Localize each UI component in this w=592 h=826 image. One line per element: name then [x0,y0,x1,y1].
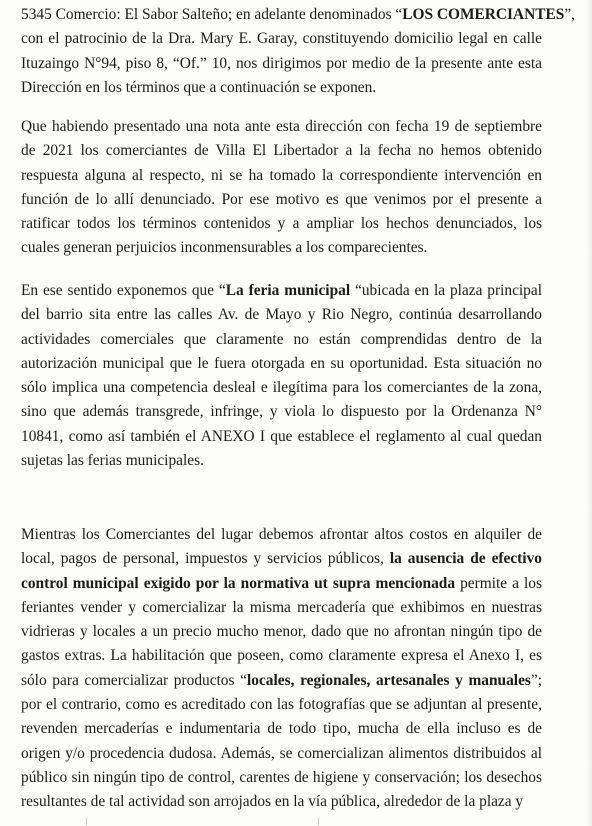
bold-text-run: LOS COMERCIANTES [402,6,565,23]
text-line [21,669,542,693]
text-line [21,596,542,620]
text-run: En ese sentido exponemos que “ [21,282,226,299]
text-run: Mientras los Comerciantes del lugar debemos afrontar altos costos en alquiler de [21,526,542,543]
text-run: 5345 Comercio: El Sabor Salteño; en adelante denominados “ [21,6,403,23]
text-line [21,766,542,790]
text-line [21,449,542,473]
page-edge-shadow [586,0,592,826]
text-line [21,139,542,163]
bold-text-run: control municipal exigido por la normativa ut supra mencionada [21,574,456,592]
paragraph-1 [21,3,575,100]
paragraph-4 [21,523,542,815]
text-run: sino que además transgrede, infringe, y viola lo dispuesto por la Ordenanza N° [21,403,542,421]
text-line [21,164,542,188]
bold-text-run: la ausencia de efectivo [389,550,542,568]
text-run: respuesta alguna al respecto, ni se ha tomado la correspondiente intervención en [21,166,542,184]
text-line [21,27,542,51]
text-run: por el contrario, como es acreditado con las fotografías que se adjuntan al presente, [21,696,542,714]
text-run: ”; [530,671,542,689]
text-run: con el patrocinio de la Dra. Mary E. Garay, constituyendo domicilio legal en calle [21,30,542,48]
text-run: feriantes vender y comercializar la misma mercadería que exhibimos en nuestras [21,598,542,616]
text-run: actividades comerciales que claramente no están comprendidas dentro de la [21,330,542,348]
text-run: del barrio sita entre las calles Av. de Mayo y Rio Negro, continúa desarrollando [21,306,542,324]
text-run: de 2021 los comerciantes de Villa El Libertador a la fecha no hemos obtenido [21,142,542,160]
text-run: sujetas las ferias municipales. [21,452,204,470]
text-run: Que habiendo presentado una nota ante esta dirección con fecha 19 de septiembre [21,118,542,135]
text-run: ”, [564,6,575,23]
text-run: local, pagos de personal, impuestos y servicios públicos, [21,550,390,568]
text-line [21,790,542,814]
text-line [21,523,542,547]
text-run: cuales generan perjuicios inconmensurables a los comparecientes. [21,239,428,257]
paragraph-2 [21,115,542,261]
text-line [21,547,542,571]
text-line [21,376,542,400]
text-line [21,400,542,424]
text-line [21,76,542,100]
text-run: Dirección en los términos que a continuación se exponen. [21,78,377,96]
bold-text-run: La feria municipal [225,282,351,299]
text-line [21,212,542,236]
text-line [21,693,542,717]
text-run: sólo implica una competencia desleal e ilegítima para los comerciantes de la zona, [21,379,542,397]
text-run: Ituzaingo N°94, piso 8, “Of.” 10, nos dirigimos por medio de la presente ante esta [21,54,542,72]
text-run: sólo para comercializar productos “ [21,671,247,689]
text-run: función de lo allí denunciado. Por ese motivo es que venimos por el presente a [21,190,542,208]
text-line [21,352,542,376]
text-run: 10841, como así también el ANEXO I que establece el reglamento al cual quedan [21,427,542,445]
text-line [21,572,542,596]
text-line [21,3,575,27]
text-line [21,236,542,260]
text-run: vidrieras y locales a un precio mucho menor, dado que no afrontan ningún tipo de [21,623,542,641]
text-line [21,644,542,668]
page-bottom-mark [318,818,319,826]
text-line [21,425,542,449]
page-bottom-mark [86,818,87,826]
text-run: “ubicada en la plaza principal [350,282,542,299]
text-line [21,188,542,212]
text-run: ratificar todos los términos contenidos y a ampliar los hechos denunciados, los [21,215,542,233]
text-run: público sin ningún tipo de control, carentes de higiene y conservación; los desechos [21,768,542,786]
text-line [21,620,542,644]
text-run: autorización municipal que le fuera otorgada en su oportunidad. Esta situación no [21,354,542,372]
text-line [21,115,542,139]
text-line [21,303,542,327]
text-line [21,328,542,352]
text-run: permite a los [455,574,542,592]
text-line [21,52,542,76]
text-line [21,279,542,303]
text-line [21,742,542,766]
text-run: origen y/o procedencia dudosa. Además, se comercializan alimentos distribuidos al [21,744,542,762]
text-run: gastos extras. La habilitación que poseen, como claramente expresa el Anexo I, es [21,647,542,665]
text-run: revenden mercaderías e indumentaria de todo tipo, mucha de ella incluso es de [21,720,542,738]
text-line [21,717,542,741]
paragraph-3 [21,279,542,473]
text-run: resultantes de tal actividad son arrojados en la vía pública, alrededor de la plaza y [21,793,524,811]
bold-text-run: locales, regionales, artesanales y manuales [246,671,531,689]
